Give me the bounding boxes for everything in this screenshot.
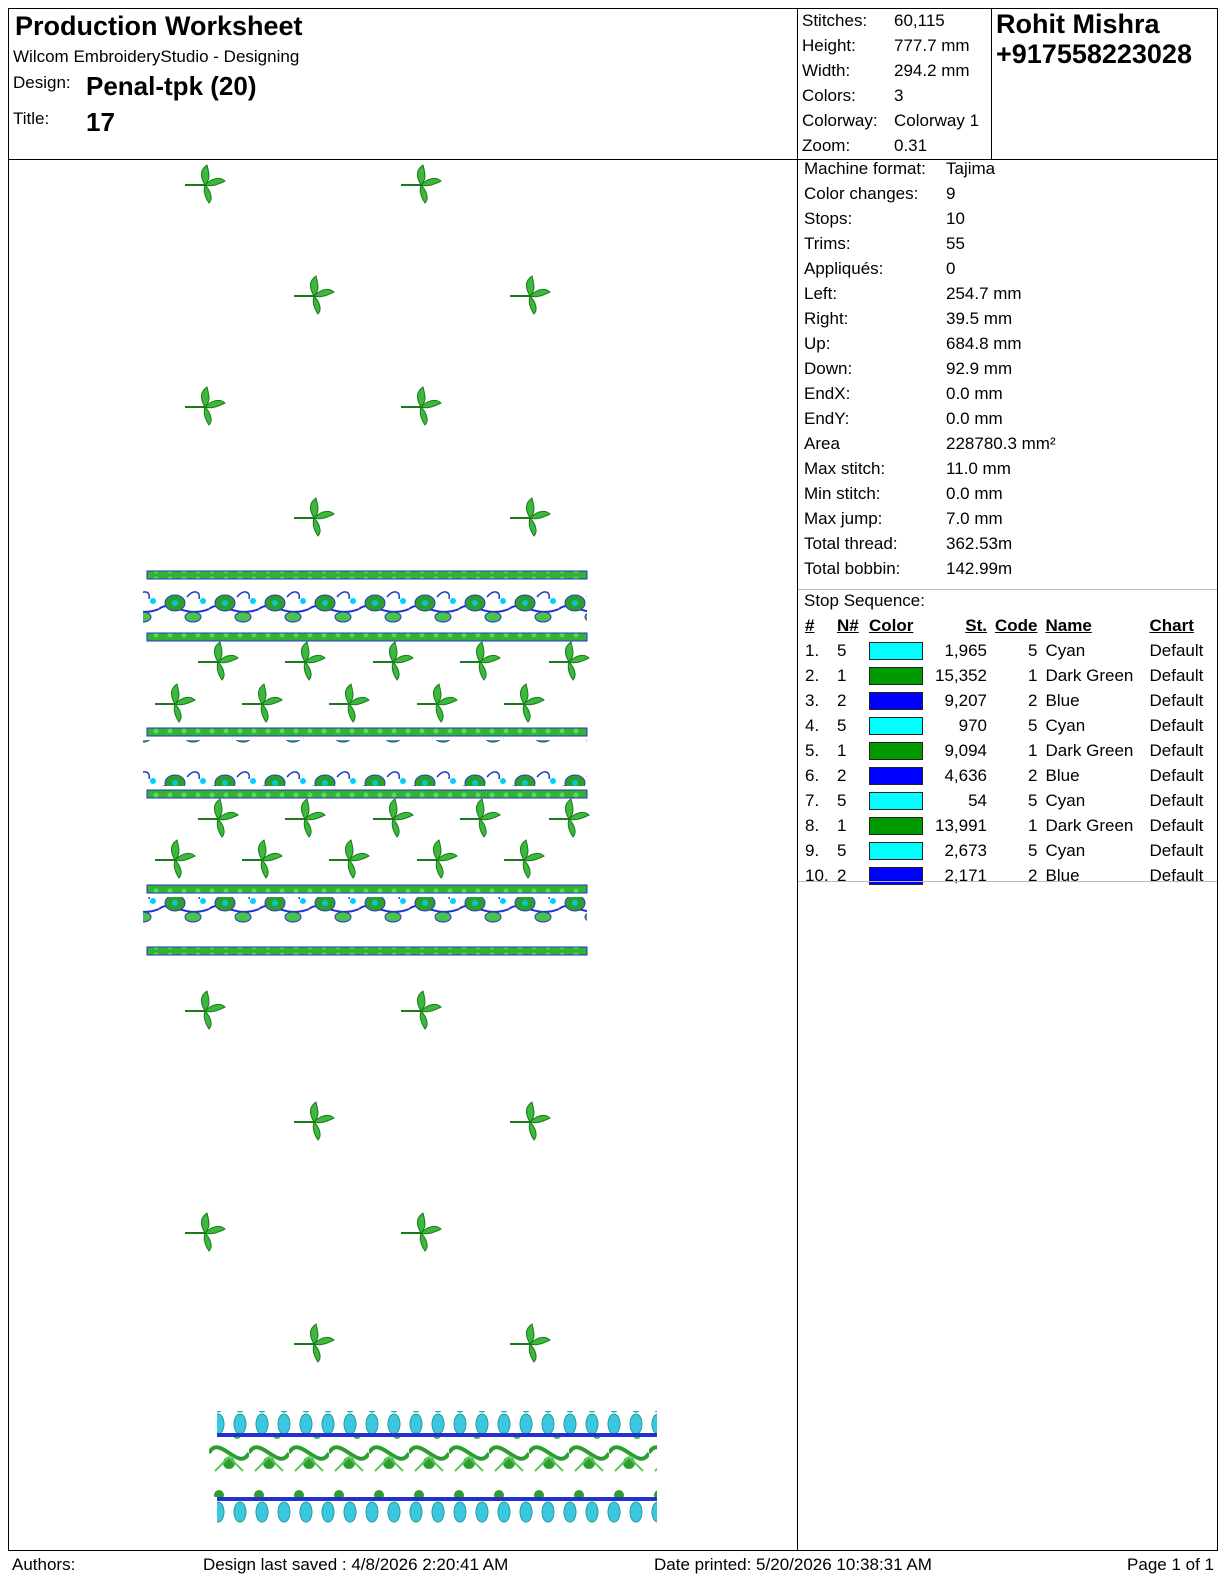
stat-label: Machine format: xyxy=(804,159,926,178)
color-swatch-cell xyxy=(865,713,929,738)
stat-row xyxy=(804,359,1012,379)
cell-st: 9,207 xyxy=(944,690,987,710)
cell-name: Dark Green xyxy=(1045,665,1134,685)
cell-num: 7. xyxy=(805,790,820,810)
stat-value: 0.0 mm xyxy=(946,409,1003,428)
table-header-row xyxy=(801,614,1207,638)
cell-chart: Default xyxy=(1149,790,1204,810)
stat-row xyxy=(804,259,955,279)
table-row xyxy=(801,813,1207,838)
stat-value: 228780.3 mm² xyxy=(946,434,1056,453)
stat-value: 684.8 mm xyxy=(946,334,1022,353)
cell-code: 1 xyxy=(1028,815,1038,835)
stat-label: Right: xyxy=(804,309,849,328)
stat-value: Tajima xyxy=(946,159,996,178)
cell-st: 54 xyxy=(968,790,987,810)
cell-chart: Default xyxy=(1149,765,1204,785)
cell-num: 6. xyxy=(805,765,820,785)
stat-row xyxy=(804,459,1011,479)
cell-code: 2 xyxy=(1028,865,1038,885)
page-number: Page 1 of 1 xyxy=(1127,1555,1214,1574)
stat-label: Left: xyxy=(804,284,838,303)
cell-code: 2 xyxy=(1028,765,1038,785)
metric-row xyxy=(802,86,903,106)
owner-phone: +917558223028 xyxy=(996,39,1192,69)
cell-n: 2 xyxy=(837,765,847,785)
cell-n: 1 xyxy=(837,815,847,835)
stat-row xyxy=(804,409,1003,429)
table-row xyxy=(801,788,1207,813)
cell-st: 9,094 xyxy=(944,740,987,760)
cell-name: Blue xyxy=(1045,865,1080,885)
stop-sequence-table xyxy=(801,614,1207,888)
stat-row xyxy=(804,284,1022,304)
cell-chart: Default xyxy=(1149,715,1204,735)
vine-border-2 xyxy=(143,728,587,798)
metric-value: 777.7 mm xyxy=(894,36,970,55)
color-swatch-cell xyxy=(865,638,929,663)
authors-label: Authors: xyxy=(12,1555,76,1574)
owner-box xyxy=(991,8,1218,160)
cell-code: 5 xyxy=(1028,715,1038,735)
table-row xyxy=(801,688,1207,713)
cell-num: 9. xyxy=(805,840,820,860)
color-swatch-cell xyxy=(865,763,929,788)
stop-sequence-title: Stop Sequence: xyxy=(804,591,925,610)
stat-label: Down: xyxy=(804,359,853,378)
cell-num: 1. xyxy=(805,640,820,660)
stat-row xyxy=(804,434,1056,454)
cell-num: 3. xyxy=(805,690,820,710)
cell-code: 2 xyxy=(1028,690,1038,710)
stat-row xyxy=(804,334,1022,354)
vine-border-1 xyxy=(143,571,587,641)
metric-value: 294.2 mm xyxy=(894,61,970,80)
metric-value: Colorway 1 xyxy=(894,111,980,130)
color-swatch xyxy=(869,767,923,785)
metric-value: 60,115 xyxy=(894,11,945,30)
stat-row xyxy=(804,234,965,254)
stat-value: 0.0 mm xyxy=(946,484,1003,503)
cell-name: Cyan xyxy=(1045,840,1086,860)
cell-name: Cyan xyxy=(1045,640,1086,660)
cell-chart: Default xyxy=(1149,690,1204,710)
table-row xyxy=(801,638,1207,663)
cell-n: 5 xyxy=(837,790,847,810)
stat-value: 7.0 mm xyxy=(946,509,1003,528)
stop-sequence-rows xyxy=(801,638,1207,888)
cell-st: 2,673 xyxy=(944,840,987,860)
date-printed: Date printed: 5/20/2026 10:38:31 AM xyxy=(654,1555,932,1574)
metric-label: Colors: xyxy=(802,86,856,105)
cell-num: 4. xyxy=(805,715,820,735)
stat-value: 10 xyxy=(946,209,965,228)
stat-label: Up: xyxy=(804,334,831,353)
stat-value: 142.99m xyxy=(946,559,1013,578)
worksheet-header xyxy=(8,8,798,160)
table-row xyxy=(801,863,1207,888)
cell-name: Cyan xyxy=(1045,715,1086,735)
color-swatch xyxy=(869,842,923,860)
cell-num: 2. xyxy=(805,665,820,685)
color-swatch-cell xyxy=(865,838,929,863)
metric-row xyxy=(802,11,945,31)
stat-row xyxy=(804,309,1012,329)
cell-num: 10. xyxy=(805,865,829,885)
cell-n: 5 xyxy=(837,640,847,660)
owner-name: Rohit Mishra xyxy=(996,9,1160,39)
column-header: Code xyxy=(995,616,1038,635)
design-preview xyxy=(8,159,798,1551)
stat-label: Max jump: xyxy=(804,509,883,528)
stat-label: Area xyxy=(804,434,840,453)
stat-label: Max stitch: xyxy=(804,459,886,478)
cell-st: 13,991 xyxy=(935,815,987,835)
last-saved: Design last saved : 4/8/2026 2:20:41 AM xyxy=(203,1555,509,1574)
stat-label: Trims: xyxy=(804,234,851,253)
title-label: Title: xyxy=(13,109,50,128)
design-statistics xyxy=(797,159,1218,1551)
metric-value: 0.31 xyxy=(894,136,928,155)
stat-value: 39.5 mm xyxy=(946,309,1013,328)
cell-n: 5 xyxy=(837,715,847,735)
stat-row xyxy=(804,209,965,229)
color-swatch-cell xyxy=(865,688,929,713)
stat-row xyxy=(804,484,1003,504)
stat-value: 9 xyxy=(946,184,956,203)
metric-label: Stitches: xyxy=(802,11,868,30)
stat-value: 254.7 mm xyxy=(946,284,1022,303)
color-swatch xyxy=(869,867,923,885)
cell-num: 8. xyxy=(805,815,820,835)
application-name: Wilcom EmbroideryStudio - Designing xyxy=(13,47,300,66)
stat-row xyxy=(804,534,1012,554)
metric-value: 3 xyxy=(894,86,904,105)
stat-label: Color changes: xyxy=(804,184,919,203)
cell-name: Blue xyxy=(1045,765,1080,785)
cell-code: 5 xyxy=(1028,640,1038,660)
cell-chart: Default xyxy=(1149,815,1204,835)
cell-name: Cyan xyxy=(1045,790,1086,810)
table-row xyxy=(801,738,1207,763)
stat-value: 0.0 mm xyxy=(946,384,1003,403)
table-row xyxy=(801,763,1207,788)
cell-chart: Default xyxy=(1149,840,1204,860)
column-header: N# xyxy=(837,616,859,635)
cell-num: 5. xyxy=(805,740,820,760)
design-name: Penal-tpk (20) xyxy=(86,71,257,101)
cell-n: 2 xyxy=(837,865,847,885)
metric-row xyxy=(802,111,979,131)
color-swatch-cell xyxy=(865,788,929,813)
cell-n: 2 xyxy=(837,690,847,710)
cell-name: Dark Green xyxy=(1045,740,1134,760)
stat-row xyxy=(804,184,955,204)
bottom-border xyxy=(209,1411,657,1523)
cell-n: 1 xyxy=(837,665,847,685)
column-header: Name xyxy=(1045,616,1092,635)
metric-label: Zoom: xyxy=(802,136,851,155)
stat-label: EndY: xyxy=(804,409,850,428)
vine-border-3 xyxy=(143,885,587,955)
stat-label: EndX: xyxy=(804,384,851,403)
embroidery-preview-svg xyxy=(9,159,797,1549)
color-swatch-cell xyxy=(865,663,929,688)
cell-chart: Default xyxy=(1149,665,1204,685)
cell-code: 1 xyxy=(1028,665,1038,685)
color-swatch xyxy=(869,817,923,835)
cell-st: 970 xyxy=(958,715,987,735)
stat-row xyxy=(804,559,1012,579)
cell-name: Blue xyxy=(1045,690,1080,710)
color-swatch xyxy=(869,717,923,735)
title-value: 17 xyxy=(86,107,115,137)
stat-row xyxy=(804,384,1003,404)
worksheet-title: Production Worksheet xyxy=(15,11,303,41)
cell-code: 5 xyxy=(1028,840,1038,860)
color-swatch-cell xyxy=(865,813,929,838)
cell-chart: Default xyxy=(1149,640,1204,660)
metric-label: Width: xyxy=(802,61,851,80)
table-row xyxy=(801,663,1207,688)
metric-label: Colorway: xyxy=(802,111,878,130)
cell-n: 1 xyxy=(837,740,847,760)
stat-row xyxy=(804,159,995,179)
stat-label: Min stitch: xyxy=(804,484,881,503)
worksheet-footer xyxy=(8,1550,1218,1576)
divider xyxy=(798,589,1217,590)
stat-label: Appliqués: xyxy=(804,259,884,278)
stat-value: 11.0 mm xyxy=(946,459,1011,478)
color-swatch xyxy=(869,742,923,760)
color-swatch xyxy=(869,642,923,660)
metric-label: Height: xyxy=(802,36,856,55)
cell-st: 15,352 xyxy=(935,665,987,685)
design-metrics xyxy=(797,8,992,160)
cell-code: 1 xyxy=(1028,740,1038,760)
column-header: St. xyxy=(965,616,987,635)
metric-row xyxy=(802,136,927,156)
metric-row xyxy=(802,61,970,81)
cell-st: 1,965 xyxy=(944,640,987,660)
table-row xyxy=(801,838,1207,863)
stat-value: 55 xyxy=(946,234,965,253)
design-label: Design: xyxy=(13,73,71,92)
color-swatch xyxy=(869,692,923,710)
metric-row xyxy=(802,36,970,56)
color-swatch-cell xyxy=(865,738,929,763)
table-row xyxy=(801,713,1207,738)
stat-value: 0 xyxy=(946,259,956,278)
cell-chart: Default xyxy=(1149,740,1204,760)
cell-n: 5 xyxy=(837,840,847,860)
color-swatch xyxy=(869,667,923,685)
cell-chart: Default xyxy=(1149,865,1204,885)
cell-name: Dark Green xyxy=(1045,815,1134,835)
column-header: Color xyxy=(869,616,914,635)
stat-label: Stops: xyxy=(804,209,853,228)
cell-code: 5 xyxy=(1028,790,1038,810)
stat-row xyxy=(804,509,1003,529)
color-swatch xyxy=(869,792,923,810)
cell-st: 2,171 xyxy=(944,865,987,885)
column-header: Chart xyxy=(1149,616,1194,635)
stat-value: 92.9 mm xyxy=(946,359,1013,378)
stat-label: Total thread: xyxy=(804,534,898,553)
stat-label: Total bobbin: xyxy=(804,559,901,578)
column-header: # xyxy=(805,616,815,635)
divider xyxy=(798,881,1217,882)
cell-st: 4,636 xyxy=(944,765,987,785)
stat-value: 362.53m xyxy=(946,534,1013,553)
color-swatch-cell xyxy=(865,863,929,888)
